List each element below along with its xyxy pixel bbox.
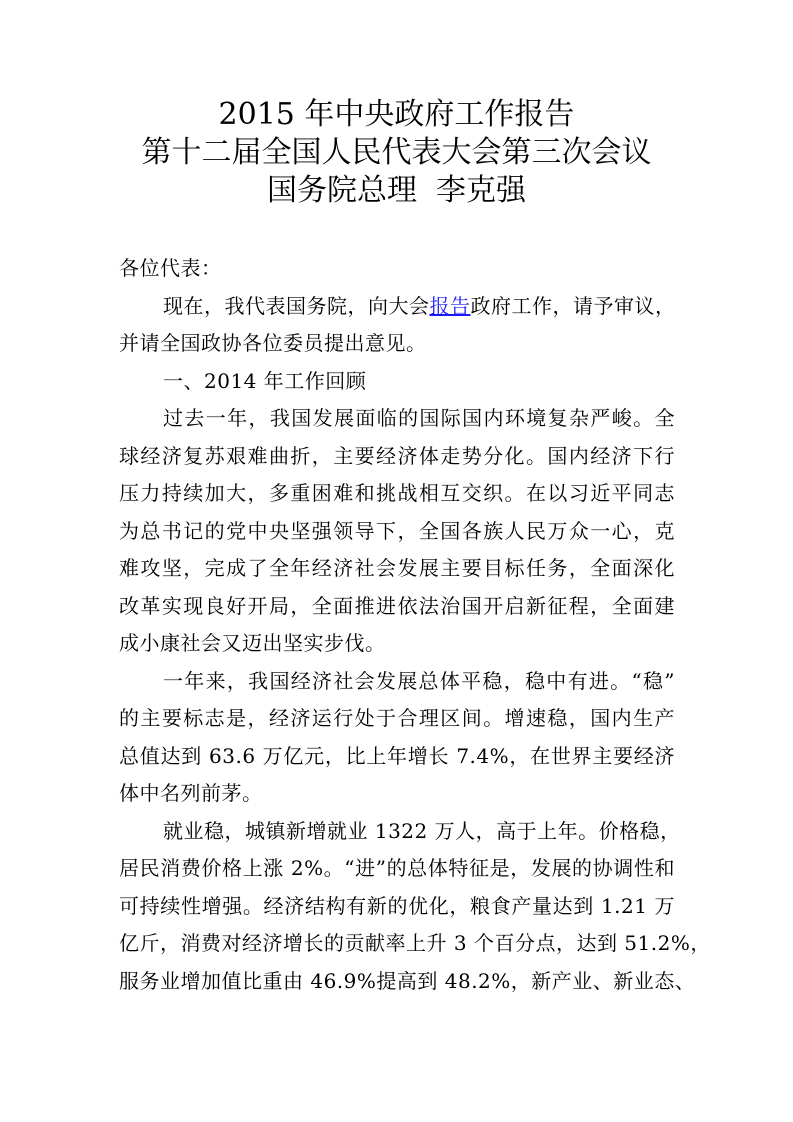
salutation: 各位代表： <box>119 256 222 280</box>
document-title <box>0 96 793 210</box>
section-heading: 一、2014 年工作回顾 <box>163 368 367 393</box>
title-line-session: 第十二届全国人民代表大会第三次会议 <box>141 135 652 170</box>
paragraph-opening <box>119 288 675 363</box>
paragraph-line <box>119 288 675 326</box>
paragraph-line: 一年来，我国经济社会发展总体平稳，稳中有进。“稳” <box>163 668 675 693</box>
paragraph-line: 改革实现良好开局，全面推进依法治国开启新征程，全面建 <box>119 593 675 618</box>
paragraph-line: 服务业增加值比重由 46.9%提高到 48.2%，新产业、新业态、 <box>119 968 696 993</box>
paragraph-line: 居民消费价格上涨 2%。“进”的总体特征是，发展的协调性和 <box>119 856 675 880</box>
paragraph-line: 可持续性增强。经济结构有新的优化，粮食产量达到 1.21 万 <box>119 893 675 918</box>
paragraph-line: 总值达到 63.6 万亿元，比上年增长 7.4%，在世界主要经济 <box>119 743 675 768</box>
paragraph-line: 就业稳，城镇新增就业 1322 万人，高于上年。价格稳， <box>163 818 681 843</box>
document-body <box>119 250 711 1000</box>
report-link[interactable]: 报告 <box>429 293 471 318</box>
text-span: 现在，我代表国务院，向大会 <box>163 293 430 318</box>
paragraph-line: 难攻坚，完成了全年经济社会发展主要目标任务，全面深化 <box>119 556 675 580</box>
paragraph-line: 亿斤，消费对经济增长的贡献率上升 3 个百分点，达到 51.2%， <box>119 931 711 955</box>
text-span: 政府工作，请予审议， <box>470 293 676 318</box>
title-line-report: 2015 年中央政府工作报告 <box>218 97 575 132</box>
paragraph-line: 球经济复苏艰难曲折，主要经济体走势分化。国内经济下行 <box>119 443 675 468</box>
paragraph-review <box>119 400 675 663</box>
paragraph-line: 并请全国政协各位委员提出意见。 <box>119 331 427 355</box>
title-line-author: 国务院总理 李克强 <box>266 173 527 208</box>
paragraph-line: 的主要标志是，经济运行处于合理区间。增速稳，国内生产 <box>119 706 675 730</box>
paragraph-employment <box>119 813 711 1001</box>
paragraph-line: 体中名列前茅。 <box>119 781 263 805</box>
paragraph-line: 过去一年，我国发展面临的国际国内环境复杂严峻。全 <box>163 406 675 430</box>
paragraph-line: 压力持续加大，多重困难和挑战相互交织。在以习近平同志 <box>119 481 675 505</box>
paragraph-line: 成小康社会又迈出坚实步伐。 <box>119 631 386 655</box>
paragraph-stability <box>119 663 675 813</box>
paragraph-line: 为总书记的党中央坚强领导下，全国各族人民万众一心，克 <box>119 518 675 543</box>
